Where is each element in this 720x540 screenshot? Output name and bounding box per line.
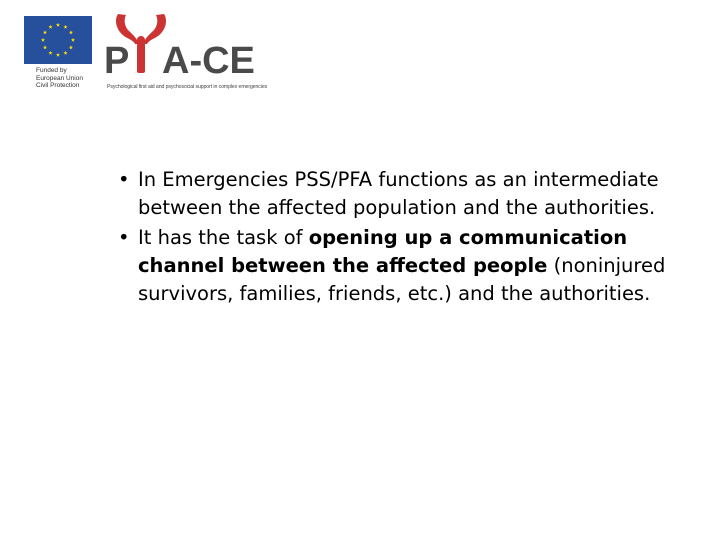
- bullet-text: In Emergencies PSS/PFA functions as an intermediate between the affected population and the authorities.: [138, 168, 659, 219]
- eu-flag-icon: [24, 16, 92, 64]
- eu-caption-line-3: Civil Protection: [36, 82, 80, 89]
- eu-funding-caption: [36, 67, 98, 90]
- bullet-marker: •: [118, 226, 130, 249]
- pypa-ce-logo-mark: [104, 12, 278, 82]
- logo-wordmark-left: P: [104, 40, 130, 82]
- pypa-ce-logo: [104, 12, 278, 92]
- bullet-item: [118, 224, 708, 308]
- logo-tagline: Psychological first aid and psychosocial support in complex emergencies: [107, 84, 268, 90]
- bullet-text-bold: opening up a communication channel between the affected people: [138, 226, 628, 277]
- bullet-text: It has the task of: [138, 226, 309, 249]
- bullet-list: [118, 166, 708, 310]
- logo-wordmark-right: A-CE: [162, 40, 255, 82]
- bullet-marker: •: [118, 168, 130, 191]
- eu-emblem: [24, 16, 98, 90]
- bullet-text: (noninjured survivors, families, friends, etc.) and the authorities.: [138, 254, 666, 305]
- eu-caption-line-1: Funded by: [36, 67, 67, 74]
- bullet-item: [118, 166, 708, 222]
- eu-caption-line-2: European Union: [36, 74, 83, 82]
